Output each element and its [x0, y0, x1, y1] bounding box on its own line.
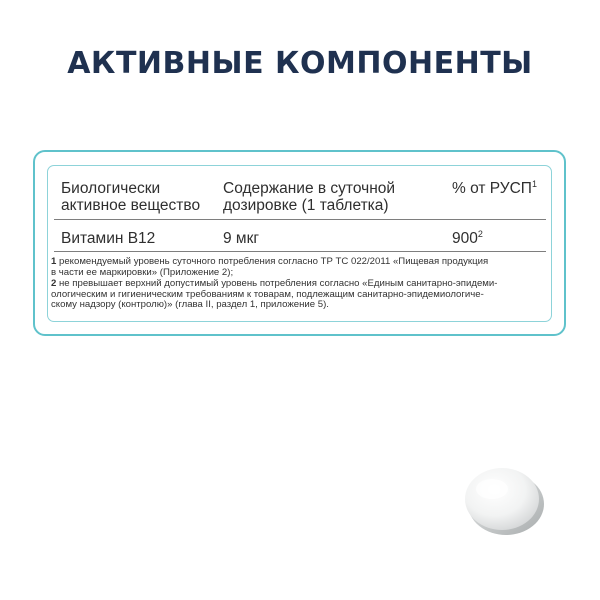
header-percent: % от РУСП$^1$	[452, 178, 537, 197]
header-substance: Биологически активное вещество	[61, 180, 201, 214]
footnote-2: 2 не превышает верхний допустимый уровень потребления согласно «Единым санитарно-эпидеми- ологическим и гигиеническим требованиям к товарам, подлежащим санитарно-эпидемиологиче- скому надзору (контролю)» (глава II, раздел 1, приложение 5).	[51, 278, 498, 310]
header-content: Содержание в суточной дозировке (1 таблетка)	[223, 180, 396, 214]
footnote-1: 1 рекомендуемый уровень суточного потребления согласно ТР ТС 022/2011 «Пищевая продукция в части ее маркировки» (Приложение 2);	[51, 256, 489, 278]
row-substance: Витамин В12	[61, 230, 156, 247]
row-divider	[54, 251, 546, 252]
tablet-pill-icon	[462, 464, 546, 538]
header-divider	[54, 219, 546, 220]
page-title: АКТИВНЫЕ КОМПОНЕНТЫ	[67, 46, 533, 81]
row-percent: $900^2$	[452, 228, 483, 247]
row-amount: 9 мкг	[223, 230, 260, 247]
